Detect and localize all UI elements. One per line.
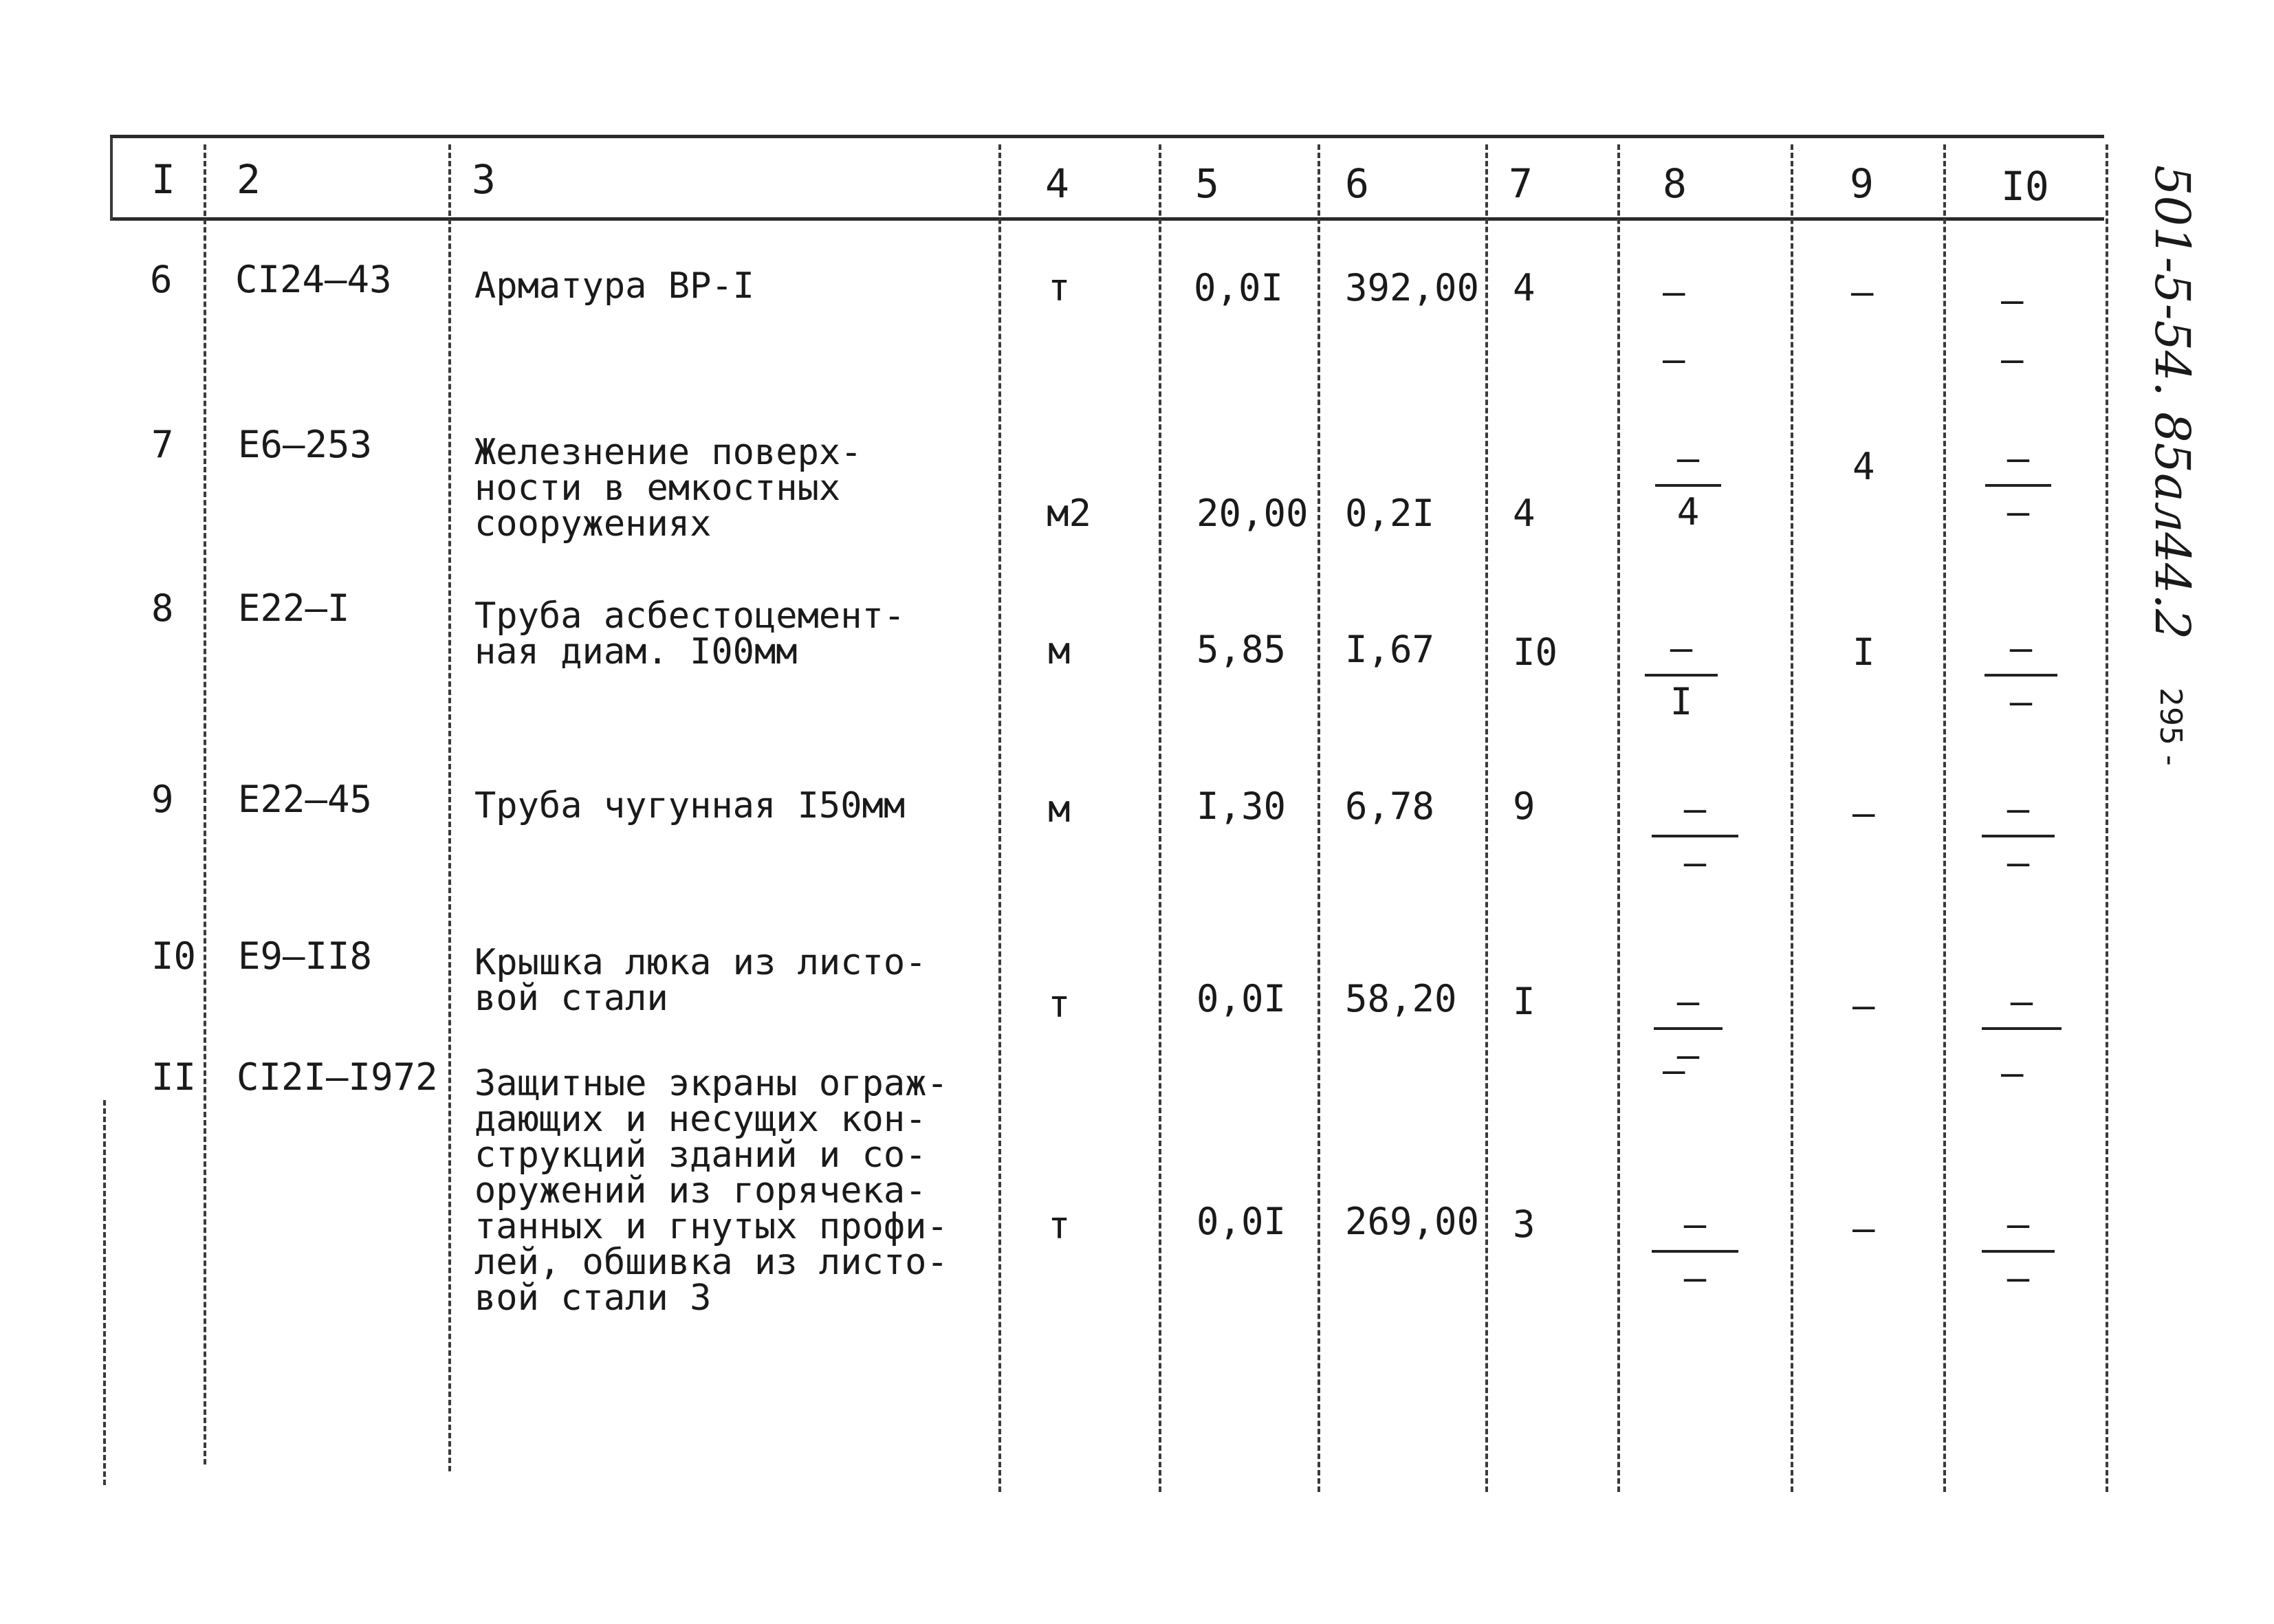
row-col8-bottom: I [1670,680,1693,723]
row-code: Е6–253 [238,423,373,466]
row-col10-top: – [2010,980,2033,1023]
row-col10-bottom: – [2007,841,2030,884]
col-sep-9 [1943,144,1946,1492]
row-price: 6,78 [1345,784,1435,828]
row-col9: – [1852,1207,1875,1250]
col-sep-8 [1791,144,1793,1492]
header-col-4: 4 [1045,160,1069,207]
row-col7: I [1513,980,1535,1023]
col-sep-4 [1159,144,1161,1492]
row-unit: м [1048,787,1071,831]
row-code: Е22–45 [238,778,373,821]
row-col10-top: – [2007,787,2030,831]
col-sep-3 [998,144,1001,1492]
row-col7: 4 [1513,266,1535,309]
fraction-bar [1654,1027,1723,1030]
header-bottom-rule [110,217,2104,221]
row-col10-top: – [2009,626,2033,670]
row-col10-top: – [2007,437,2030,480]
row-col8-bottom: 4 [1676,490,1700,534]
page-number: 295 - [2153,688,2188,766]
row-col7: 9 [1513,784,1535,828]
row-quantity: I,30 [1196,784,1287,828]
row-unit: т [1048,1204,1071,1247]
row-col8-fraction [1650,787,1740,884]
row-number: II [151,1055,197,1099]
col-sep-10 [2106,144,2108,1492]
row-unit: т [1048,266,1071,309]
header-col-1: I [151,156,175,203]
row-col7: 4 [1513,492,1535,535]
row-col8-bottom: – [1683,841,1707,884]
row-description: Труба чугунная I50мм [474,785,906,826]
col-sep-5 [1318,144,1320,1492]
row-code: Е22–I [238,586,350,630]
header-col-7: 7 [1509,160,1533,207]
fraction-bar [1652,1250,1738,1253]
row-col9: 4 [1852,445,1875,488]
row-quantity: 0,0I [1196,977,1287,1020]
header-col-9: 9 [1850,160,1874,207]
row-number: 9 [151,778,174,821]
row-quantity: 5,85 [1196,628,1287,671]
row-code: Е9–II8 [238,934,373,978]
row-col10-fraction [1980,787,2056,884]
header-col-5: 5 [1195,160,1219,207]
row-col10-bottom: – [2001,338,2024,381]
fraction-bar [1982,835,2055,837]
row-col10-extra: – [2001,1051,2024,1095]
row-code: CI2I–I972 [237,1055,438,1099]
row-col8-fraction [1650,980,1726,1077]
row-col8-fraction [1650,437,1726,534]
row-col8-top: – [1663,270,1685,314]
row-col9: – [1852,791,1875,835]
fraction-bar [1982,1027,2062,1030]
row-col8-top: – [1670,626,1693,670]
margin-mark [103,1100,106,1485]
row-description: Защитные экраны ограж- дающих и несущих кон- струкций зданий и со- оружений из горячека- танных и гнутых профи- лей, обшивка из листо- вой стали 3 [474,1063,948,1319]
header-col-6: 6 [1345,160,1369,207]
row-col7: 3 [1513,1203,1535,1246]
row-col8-extra: – [1663,1049,1685,1092]
col-sep-7 [1617,144,1620,1492]
col-sep-1 [204,144,206,1464]
col-sep-6 [1485,144,1488,1492]
header-col-10: I0 [2001,163,2049,210]
row-col8-top: – [1676,437,1700,480]
row-col8-top: – [1683,1203,1707,1246]
row-col10-fraction [1983,626,2059,723]
row-col9: – [1852,984,1875,1027]
row-col9: I [1852,630,1875,674]
col-sep-2 [448,144,451,1471]
row-price: 392,00 [1345,266,1480,309]
fraction-bar [1982,1250,2055,1253]
row-quantity: 0,0I [1194,266,1284,309]
row-description: Труба асбестоцемент- ная диам. I00мм [474,595,906,672]
row-quantity: 0,0I [1196,1200,1287,1243]
row-quantity: 20,00 [1196,492,1309,535]
fraction-bar [1645,674,1718,677]
row-col10-fraction [1980,437,2056,534]
header-col-2: 2 [237,156,261,203]
document-code: 501-5-54. 85ал44.2 [2144,165,2200,640]
row-col8-bottom: – [1663,338,1685,381]
row-number: 6 [150,258,173,301]
row-col10-bottom: – [2007,1256,2030,1299]
header-col-3: 3 [472,156,496,203]
fraction-bar [1985,484,2051,487]
header-col-8: 8 [1663,160,1687,207]
row-col10-top: – [2007,1203,2030,1246]
row-description: Крышка люка из листо- вой стали [474,942,927,1019]
row-col10-bottom: – [2009,680,2033,723]
row-number: 7 [151,423,174,466]
row-price: 58,20 [1345,977,1457,1020]
row-code: CI24–43 [235,258,392,301]
table-top-rule [110,135,2104,138]
row-col8-bottom: – [1676,1033,1700,1077]
row-price: I,67 [1345,628,1435,671]
row-col8-fraction [1650,1203,1740,1299]
row-unit: м [1048,629,1071,672]
row-price: 269,00 [1345,1200,1480,1243]
row-number: I0 [151,934,197,978]
row-description: Железнение поверх- ности в емкостных сооружениях [474,432,862,545]
row-number: 8 [151,586,174,630]
row-col8-fraction [1643,626,1719,723]
fraction-bar [1652,835,1738,837]
row-col7: I0 [1513,630,1558,674]
row-col10-bottom: – [2007,490,2030,534]
row-col8-bottom: – [1683,1256,1707,1299]
row-description: Арматура ВР-I [474,265,754,307]
row-unit: т [1048,983,1071,1026]
row-col9: – [1851,270,1874,314]
row-col10-fraction [1980,1203,2056,1299]
row-unit: м2 [1047,492,1092,535]
row-col8-top: – [1676,980,1700,1023]
fraction-bar [1655,484,1721,487]
row-col8-top: – [1683,787,1707,831]
row-price: 0,2I [1345,492,1435,535]
col-sep-0 [110,138,113,220]
fraction-bar [1985,674,2057,677]
row-col10-top: – [2001,278,2024,322]
